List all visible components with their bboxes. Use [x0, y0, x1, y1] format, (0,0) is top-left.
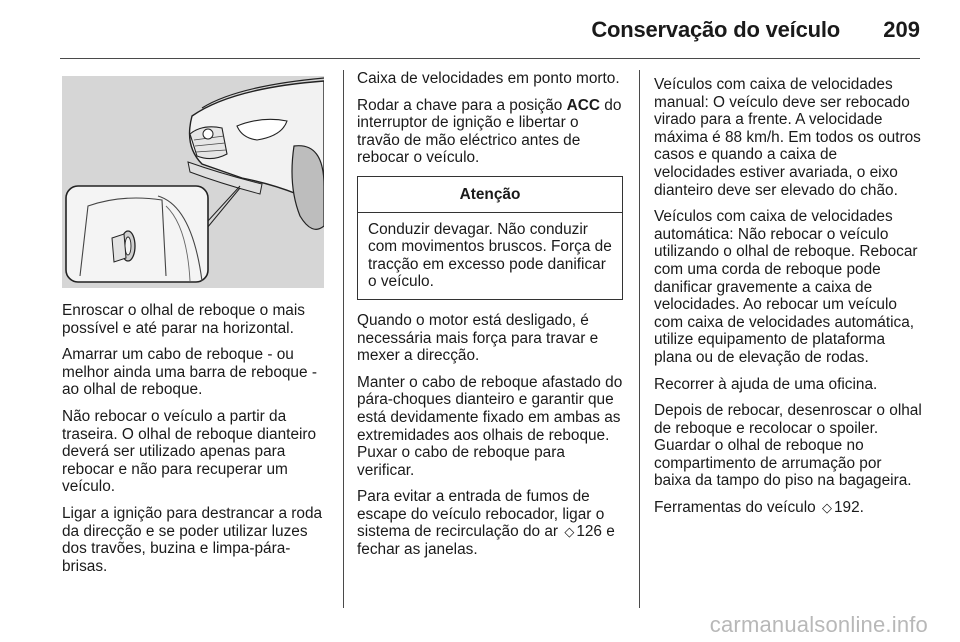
watermark: carmanualsonline.info: [709, 612, 928, 637]
paragraph: Amarrar um cabo de reboque - ou melhor ainda uma barra de reboque - ao olhal de reboque.: [62, 346, 317, 399]
header-rule: [60, 58, 920, 59]
paragraph: Depois de rebocar, desenroscar o olhal de reboque e recolocar o spoiler. Guardar o olhal de reboque no compartimento de arrumação por baixa da tampo do piso na bagageira.: [654, 402, 922, 490]
paragraph: Não rebocar o veículo a partir da traseira. O olhal de reboque dianteiro deverá ser utilizado apenas para rebocar e não para recuperar um veículo.: [62, 407, 317, 496]
paragraph: Veículos com caixa de velocidades manual: O veículo deve ser rebocado virado para a frente. A velocidade máxima é 88 km/h. Em todos os outros casos e quando a caixa de velocidades estiver avariada, o eixo dianteiro deve ser elevado do chão.: [654, 76, 921, 199]
page-number: 209: [883, 17, 920, 42]
acc-position: ACC: [566, 96, 600, 114]
paragraph: Quando o motor está desligado, é necessária mais força para travar e mexer a direcção.: [357, 311, 599, 365]
column-2: [357, 70, 623, 568]
page-reference-link[interactable]: 192: [833, 499, 860, 517]
paragraph: Ferramentas do veículo ◇ 192.: [654, 499, 864, 517]
paragraph: Veículos com caixa de velocidades automática: Não rebocar o veículo utilizando o olhal de reboque. Rebocar com uma corda de reboque pode danificar gravemente a caixa de velocidades. Ao rebocar um veículo com caixa de velocidades automática, utilize equipamento de plataforma plana ou de elevação de rodas.: [654, 208, 918, 366]
towing-eye-illustration: [62, 76, 324, 288]
paragraph: Rodar a chave para a posição ACC do interruptor de ignição e libertar o travão de mão eléctrico antes de rebocar o veículo.: [357, 96, 622, 167]
page-title: Conservação do veículo: [591, 17, 840, 42]
warning-box: [357, 176, 623, 300]
paragraph: Para evitar a entrada de fumos de escape do veículo rebocador, ligar o sistema de recirculação do ar ◇ 126 e fechar as janelas.: [357, 488, 615, 559]
page-reference-icon: ◇: [821, 500, 832, 516]
page-header: [0, 0, 960, 60]
paragraph: Enroscar o olhal de reboque o mais possível e até parar na horizontal.: [62, 302, 305, 337]
column-divider: [639, 70, 640, 608]
paragraph: Caixa de velocidades em ponto morto.: [357, 70, 620, 87]
car-front-drawing: [62, 76, 324, 288]
warning-title: Atenção: [358, 177, 622, 213]
paragraph: Ligar a ignição para destrancar a roda da direcção e se poder utilizar luzes dos travões, buzina e limpa-pára-brisas.: [62, 504, 323, 575]
paragraph: Recorrer à ajuda de uma oficina.: [654, 375, 878, 393]
column-divider: [343, 70, 344, 608]
page-reference-link[interactable]: 126: [576, 523, 602, 541]
warning-body: Conduzir devagar. Não conduzir com movimentos bruscos. Força de tracção em excesso pode danificar o veículo.: [368, 220, 612, 291]
paragraph: Manter o cabo de reboque afastado do pára-choques dianteiro e garantir que está devidamente fixado em ambas as extremidades aos olhais de reboque. Puxar o cabo de reboque para verificar.: [357, 373, 623, 479]
column-3: [654, 76, 922, 526]
page-reference-icon: ◇: [564, 524, 575, 540]
